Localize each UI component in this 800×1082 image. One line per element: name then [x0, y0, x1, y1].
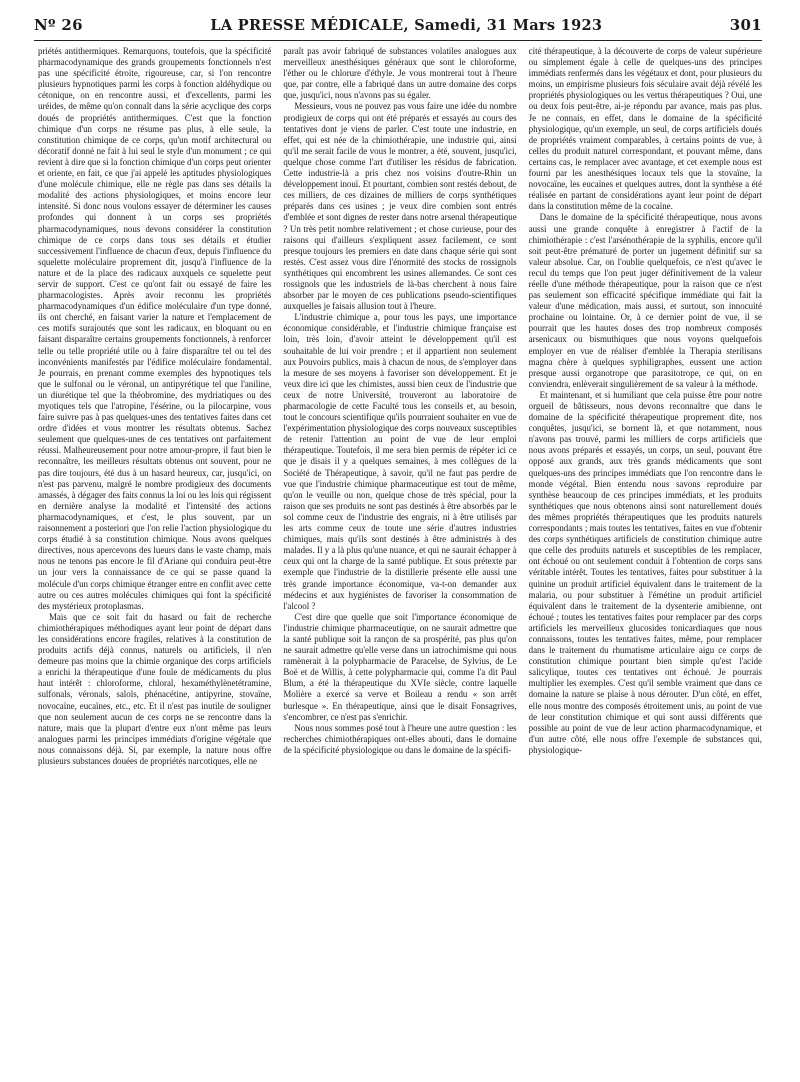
paragraph: cité thérapeutique, à la découverte de corps de valeur supérieure ou simplement égale à celle de quelques-uns des principes immédiats renfermés dans les végétaux et dont, pour plusieurs du moins, un empirisme plusieurs fois séculaire avait déjà révélé les propriétés physiologiques ou les vertus thérapeutiques ? Oui, une ou deux fois peut-être, ai-je répondu par avance, mais pas plus. Je ne connais, en effet, dans le domaine de la spécificité physiologique, qu'un exemple, un seul, de corps artificiels doués de propriétés vraiment comparables, à certains points de vue, à celles du produit naturel correspondant, et pouvant même, dans certains cas, le remplacer avec avantage, et cet exemple nous est fourni par les anesthésiques locaux tels que la stovaïne, la novocaïne, les eucaïnes et quelques autres, dont la synthèse a été réalisée en partant de considérations ayant leur point de départ dans la constitution même de la cocaïne. — [528, 46, 762, 212]
issue-date: Samedi, 31 Mars 1923 — [414, 16, 603, 34]
paragraph: priétés antithermiques. Remarquons, toutefois, que la spécificité pharmacodynamique des grands groupements fonctionnels n'est pas une spécificité étroite, rigoureuse, car, si l'on rencontre plusieurs hypnotiques parmi les corps à fonction aldéhydique ou cétonique, on en rencontre aussi, et d'excellents, parmi les uréides, de même qu'on connaît dans la série acyclique des corps doués de propriétés antithermiques. C'est que la fonction chimique d'un corps ne résume pas plus, à elle seule, la constitution chimique de ce corps, qu'un motif architectural ou décoratif donné ne fait à lui seul le style d'un monument ; ce qui revient à dire que si la fonction chimique d'un corps peut orienter et oriente, en fait, ce que j'ai appelé les aptitudes physiologiques d'une molécule chimique, elle ne règle pas dans ses détails la modalité des actions physiologiques, et moins encore leur intensité. Si donc nous voulons essayer de déterminer les causes profondes qui donnent à un corps ses propriétés pharmacodynamiques, nous devons considérer la constitution chimique de ce corps dans tous ses détails et étudier successivement l'influence de chacun d'eux, depuis l'influence du squelette moléculaire proprement dit, jusqu'à l'influence de la nature et de la place des radicaux auxquels ce squelette peut servir de support. C'est ce qu'ont fait ou essayé de faire les pharmacologistes. Après avoir reconnu les propriétés pharmacodynamiques d'un édifice moléculaire d'un type donné, ils ont cherché, en faisant varier la nature et l'emplacement de ces motifs surajoutés que sont les radicaux, en bloquant ou en faisant disparaître certains groupements fonctionnels, à renforcer telle ou telle propriété utile ou à faire disparaître tel ou tel des inconvénients manifestés par l'édifice moléculaire fondamental. Je pourrais, en prenant comme exemples des hypnotiques tels que le sulfonal ou le véronal, un antipyrétique tel que l'aniline, un diurétique tel que la théobromine, des mydriatiques ou des myotiques tels que l'atropine, l'ésérine, ou la pilocarpine, vous faire suivre pas à pas quelques-unes des tentatives faites dans cet ordre d'idées et vous montrer les résultats obtenus. Sachez seulement que quelques-unes de ces tentatives ont parfaitement réussi. Malheureusement pour notre amour-propre, il faut bien le reconnaître, les meilleurs résultats obtenus ont souvent, pour ne pas dire toujours, été dus à un hasard heureux, car, jusqu'ici, on n'est pas parvenu, malgré le nombre prodigieux des documents amassés, à dégager des faits connus la loi ou les lois qui régissent en dernière analyse la modalité et l'intensité des actions pharmacodynamiques, et c'est, le plus souvent, par un raisonnement a posteriori que l'on relie l'action physiologique du corps étudié à sa constitution chimique. Nous avons quelques directives, nous apercevons des lueurs dans le vaste champ, mais nous ne tenons pas encore le fil d'Ariane qui conduira peut-être un jour vers la connaissance de ce qui se passe quand la molécule d'un corps chimique étranger entre en conflit avec cette autre ou ces autres molécules chimiques qui font la spécificité des mystérieux protoplasmas. — [38, 46, 272, 611]
paragraph: L'industrie chimique a, pour tous les pays, une importance économique considérable, et l'industrie chimique française est loin, très loin, d'avoir atteint le développement qu'il est souhaitable de lui voir prendre ; et il appartient non seulement aux Pouvoirs publics, mais à chacun de nous, de s'employer dans la mesure de ses moyens à favoriser son développement. Et je veux dire ici que les chimistes, aussi bien ceux de l'industrie que ceux de notre Université, trouveront au laboratoire de pharmacologie de cette Faculté tous les conseils et, au besoin, tout le concours scientifique qu'ils pourraient souhaiter en vue de l'expérimentation physiologique des corps nouveaux susceptibles de retenir l'attention au point de vue de leur emploi thérapeutique. Toutefois, il me sera bien permis de répéter ici ce que je disais il y a quelques semaines, à mes collègues de la Société de Thérapeutique, à savoir, qu'il ne faut pas perdre de vue que l'industrie chimique pharmaceutique est tout de même, qu'on le veuille ou non, quelque chose de très spécial, pour la raison que ses produits ne sont pas destinés à être absorbés par le sol comme ceux de l'industrie des engrais, ni à être utilisés par les arts comme ceux de toute une série d'autres industries chimiques, mais qu'ils sont destinés à être administrés à des malades. Il y a là plus qu'une nuance, et qui ne saurait échapper à ceux qui ont la charge de la santé publique. Et sous prétexte par exemple que l'industrie de la distillerie présente elle aussi une très grande importance économique, va-t-on demander aux médecins et aux hygiénistes de favoriser la consommation de l'alcool ? — [283, 312, 517, 611]
column-1 — [38, 46, 271, 1074]
column-2 — [283, 46, 516, 1074]
journal-title-line — [210, 17, 602, 34]
paragraph: Dans le domaine de la spécificité thérapeutique, nous avons aussi une grande conquête à enregistrer à l'actif de la chimiothérapie : c'est l'arsénothérapie de la syphilis, encore qu'il soit peut-être prématuré de porter un jugement définitif sur sa valeur absolue. Car, on l'oublie quelquefois, ce n'est qu'avec le recul du temps que l'on peut juger définitivement de la valeur réelle d'une méthode thérapeutique, pour la raison que ce n'est pas seulement son efficacité spécifique immédiate qui fait la valeur d'une médication, mais aussi, et surtout, son innocuité prochaine ou lointaine. Or, à ce dernier point de vue, il se pourrait que les hautes doses des trop nombreux composés arsenicaux ou bismuthiques que nous voyons quelquefois employer en vue de réaliser d'emblée la Therapia sterilisans magna chère à quelques syphiligraphes, eussent une action presque aussi organotrope que parasitotrope, ce qui, on en conviendra, enlèverait singulièrement de sa valeur à la méthode. — [528, 212, 762, 389]
column-3 — [529, 46, 762, 1074]
paragraph: Messieurs, vous ne pouvez pas vous faire une idée du nombre prodigieux de corps qui ont été préparés et essayés au cours des tentatives dont je viens de parler. C'est toute une industrie, en effet, qui est née de la chimiothérapie, une industrie qui, ainsi qu'il me serait facile de vous le montrer, a été, souvent, jusqu'ici, quelque chose comme l'art d'utiliser les résidus de fabrication. Cette industrie-là a pris chez nos voisins d'outre-Rhin un développement inouï. Et pourtant, combien sont restés debout, de ces milliers, de ces dizaines de milliers de corps synthétiques préparés dans ces usines ; je veux dire combien sont entrés d'emblée et sont dignes de rester dans notre arsenal thérapeutique ? Un très petit nombre relativement ; et chose curieuse, pour des raisons qui d'ailleurs s'expliquent assez facilement, ce sont presque toujours les premiers en date dans chaque série qui sont restés. C'est assez vous dire l'énormité des stocks de rossignols synthétiques qui encombrent les usines allemandes. Ce sont ces rossignols que les industriels de là-bas cherchent à nous faire absorber par le moyen de ces publications pseudo-scientifiques auxquelles je faisais allusion tout à l'heure. — [283, 101, 517, 312]
paragraph: Nous nous sommes posé tout à l'heure une autre question : les recherches chimiothérapiques ont-elles abouti, dans le domaine de la spécificité physiologique ou dans le domaine de la spécifi- — [283, 722, 517, 755]
paragraph: paraît pas avoir fabriqué de substances volatiles analogues aux merveilleux anesthésiques généraux que sont le chloroforme, l'éther ou le chlorure d'éthyle. Je vous montrerai tout à l'heure que, par contre, elle a fabriqué dans un autre domaine des corps que, jusqu'ici, nous n'avons pas su égaler. — [283, 46, 517, 101]
journal-name: LA PRESSE MÉDICALE, — [210, 16, 409, 34]
paragraph: Mais que ce soit fait du hasard ou fait de recherche chimiothérapiques méthodiques ayant leur point de départ dans les considérations encore fragiles, relatives à la constitution de produits actifs déjà connus, naturels ou artificiels, il n'en demeure pas moins que la chimie organique des corps artificiels a enrichi la thérapeutique d'une foule de médicaments du plus haut intérêt : chloroforme, chloral, hexaméthylènetétramine, sulfonals, véronals, salols, phénacétine, antipyrine, stovaïne, novocaïne, eucaïnes, etc., etc. Et il n'est pas inutile de souligner que non seulement aucun de ces corps ne se rencontre dans la nature, mais que la plupart d'entre eux n'ont même pas leurs analogues parmi les principes immédiats d'origine végétale que nous connaissons déjà. Si, par exemple, la nature nous offre plusieurs substances douées de propriétés narcotiques, elle ne — [38, 611, 272, 766]
header-rule — [34, 40, 762, 41]
paragraph: Et maintenant, et si humiliant que cela puisse être pour notre orgueil de bâtisseurs, nous devons reconnaître que dans le domaine de la spécificité thérapeutique proprement dite, nos conquêtes, jusqu'ici, se bornent là, et que notamment, nous n'avons pas trouvé, parmi les milliers de corps artificiels que nous avons préparés et essayés, un corps, un seul, pouvant être opposé aux grands, aux très grands médicaments que sont quelques-uns des principes immédiats que l'on rencontre dans le monde végétal. Bien entendu nous savons reproduire par synthèse beaucoup de ces principes immédiats, et les produits synthétiques que nous obtenons ainsi sont naturellement doués des mêmes propriétés thérapeutiques que les produits naturels correspondants ; mais toutes les tentatives, faites en vue d'obtenir des corps synthétiques artificiels de constitution chimique autre que celle des produits naturels et susceptibles de les remplacer, ont échoué ou ont seulement conduit à l'obtention de corps sans véritable intérêt. Toutes les tentatives, faites pour substituer à la quinine un produit artificiel équivalent dans le traitement de la malaria, ou pour substituer à l'émétine un produit artificiel équivalent dans le traitement de la dysenterie amibienne, ont échoué ; toutes les tentatives faites pour remplacer par des corps artificiels les merveilleux glucosides tonicardiaques que nous connaissons, toutes les tentatives faites, même, pour remplacer dans le traitement du rhumatisme articulaire aigu ce corps de constitution chimique pourtant bien simple qu'est l'acide salicylique, toutes ces tentatives ont échoué. Je pourrais multiplier les exemples. C'est qu'il semble vraiment que dans ce domaine la nature se plaise à nous dérouter. D'un côté, en effet, elle nous montre des composés étroitement unis, au point de vue de leur constitution chimique et qui sont aussi différents que possible au point de vue de leur action pharmacodynamique, et d'un autre côté, elle nous offre l'exemple de substances qui, physiologique- — [528, 389, 762, 755]
paragraph: C'est dire que quelle que soit l'importance économique de l'industrie chimique pharmaceutique, on ne saurait admettre que la santé publique soit la rançon de sa prospérité, pas plus qu'on ne saurait admettre qu'elle verse dans un iatrochimisme qui nous ramènerait à la polypharmacie de Paracelse, de Sylvius, de Le Boë et de Willis, à cette polypharmacie qui, comme l'a dit Paul Blum, a été la thérapeutique du XVIe siècle, contre laquelle Molière a exercé sa verve et Boileau a rendu « son arrêt burlesque ». En thérapeutique, ainsi que le disait Fonsagrives, s'encombrer, ce n'est pas s'enrichir. — [283, 611, 517, 722]
text-columns — [38, 46, 762, 1074]
issue-number: Nº 26 — [34, 16, 83, 34]
page-number: 301 — [729, 16, 762, 34]
page-header — [34, 12, 762, 38]
